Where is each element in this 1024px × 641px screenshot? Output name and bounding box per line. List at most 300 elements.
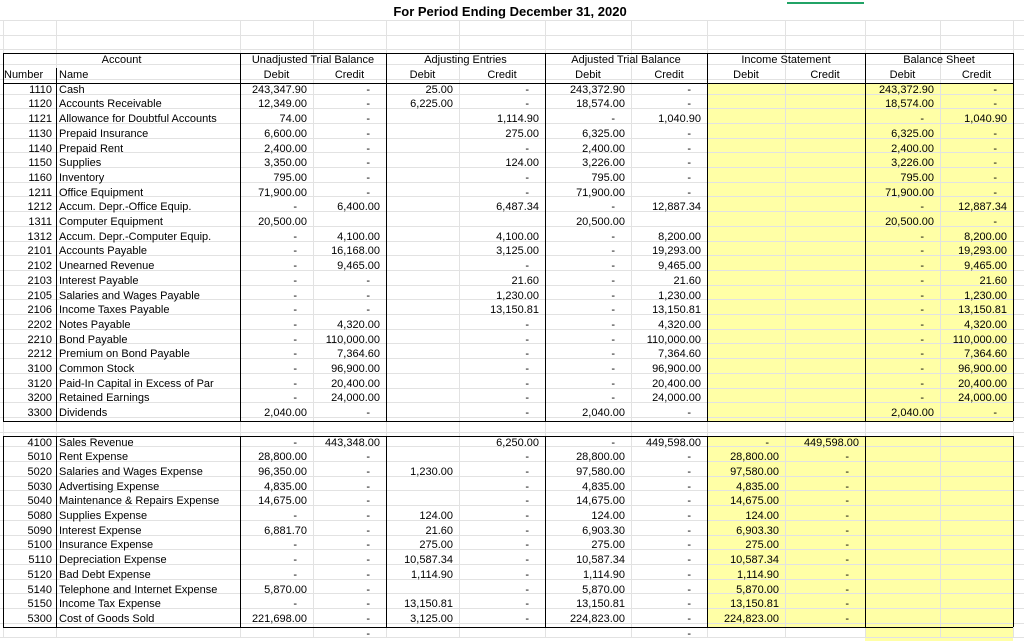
account-name[interactable]: Salaries and Wages Expense: [56, 465, 240, 480]
adjusting-debit[interactable]: 3,125.00: [386, 612, 459, 627]
income-statement-debit[interactable]: 1,114.90: [707, 568, 785, 583]
adjusted-credit[interactable]: 9,465.00: [631, 259, 707, 274]
unadjusted-debit[interactable]: 6,881.70: [240, 524, 313, 539]
account-number[interactable]: 5020: [3, 465, 56, 480]
balance-sheet-debit[interactable]: -: [865, 289, 940, 304]
adjusting-credit[interactable]: -: [459, 538, 545, 553]
adjusted-credit[interactable]: -: [631, 450, 707, 465]
adjusted-debit[interactable]: 4,835.00: [545, 480, 631, 495]
account-name[interactable]: Prepaid Rent: [56, 142, 240, 157]
account-name[interactable]: Income Taxes Payable: [56, 303, 240, 318]
account-name[interactable]: Inventory: [56, 171, 240, 186]
unadjusted-debit[interactable]: 243,347.90: [240, 83, 313, 98]
account-name[interactable]: Prepaid Insurance: [56, 127, 240, 142]
unadjusted-debit[interactable]: 5,870.00: [240, 583, 313, 598]
unadjusted-debit[interactable]: 96,350.00: [240, 465, 313, 480]
adjusted-debit[interactable]: 14,675.00: [545, 494, 631, 509]
unadjusted-debit[interactable]: 71,900.00: [240, 186, 313, 201]
adjusting-debit[interactable]: 10,587.34: [386, 553, 459, 568]
balance-sheet-debit[interactable]: -: [865, 318, 940, 333]
unadjusted-credit[interactable]: -: [313, 627, 386, 641]
account-number[interactable]: 5010: [3, 450, 56, 465]
adjusted-debit[interactable]: -: [545, 347, 631, 362]
adjusted-credit[interactable]: 4,320.00: [631, 318, 707, 333]
adjusting-debit[interactable]: 25.00: [386, 83, 459, 98]
balance-sheet-debit[interactable]: -: [865, 274, 940, 289]
unadjusted-credit[interactable]: 20,400.00: [313, 377, 386, 392]
account-name[interactable]: Interest Payable: [56, 274, 240, 289]
adjusted-debit[interactable]: -: [545, 362, 631, 377]
balance-sheet-credit[interactable]: -: [940, 215, 1013, 230]
account-number[interactable]: 5110: [3, 553, 56, 568]
adjusted-credit[interactable]: -: [631, 583, 707, 598]
unadjusted-credit[interactable]: -: [313, 568, 386, 583]
account-number[interactable]: 1120: [3, 97, 56, 112]
unadjusted-credit[interactable]: 6,400.00: [313, 200, 386, 215]
account-number[interactable]: 1312: [3, 230, 56, 245]
unadjusted-credit[interactable]: -: [313, 156, 386, 171]
balance-sheet-debit[interactable]: -: [865, 230, 940, 245]
adjusted-credit[interactable]: 96,900.00: [631, 362, 707, 377]
unadjusted-debit[interactable]: -: [240, 244, 313, 259]
account-number[interactable]: 3100: [3, 362, 56, 377]
adjusting-debit[interactable]: 13,150.81: [386, 597, 459, 612]
balance-sheet-credit[interactable]: -: [940, 406, 1013, 421]
income-statement-credit[interactable]: -: [785, 465, 865, 480]
adjusted-debit[interactable]: 795.00: [545, 171, 631, 186]
adjusting-credit[interactable]: -: [459, 553, 545, 568]
adjusting-credit[interactable]: -: [459, 524, 545, 539]
balance-sheet-credit[interactable]: -: [940, 156, 1013, 171]
adjusting-credit[interactable]: -: [459, 362, 545, 377]
adjusting-credit[interactable]: -: [459, 171, 545, 186]
unadjusted-debit[interactable]: -: [240, 230, 313, 245]
income-statement-debit[interactable]: 14,675.00: [707, 494, 785, 509]
unadjusted-debit[interactable]: -: [240, 289, 313, 304]
account-name[interactable]: Depreciation Expense: [56, 553, 240, 568]
adjusted-debit[interactable]: -: [545, 333, 631, 348]
unadjusted-credit[interactable]: -: [313, 289, 386, 304]
adjusted-debit[interactable]: 13,150.81: [545, 597, 631, 612]
adjusted-credit[interactable]: 8,200.00: [631, 230, 707, 245]
adjusted-credit[interactable]: 1,040.90: [631, 112, 707, 127]
balance-sheet-credit[interactable]: -: [940, 83, 1013, 98]
income-statement-debit[interactable]: 13,150.81: [707, 597, 785, 612]
unadjusted-debit[interactable]: 20,500.00: [240, 215, 313, 230]
adjusted-debit[interactable]: 124.00: [545, 509, 631, 524]
adjusted-debit[interactable]: 1,114.90: [545, 568, 631, 583]
adjusted-credit[interactable]: -: [631, 156, 707, 171]
unadjusted-debit[interactable]: -: [240, 303, 313, 318]
balance-sheet-debit[interactable]: -: [865, 362, 940, 377]
unadjusted-credit[interactable]: 7,364.60: [313, 347, 386, 362]
income-statement-debit[interactable]: 5,870.00: [707, 583, 785, 598]
income-statement-credit[interactable]: -: [785, 583, 865, 598]
adjusted-credit[interactable]: 1,230.00: [631, 289, 707, 304]
balance-sheet-credit[interactable]: 12,887.34: [940, 200, 1013, 215]
account-number[interactable]: 5080: [3, 509, 56, 524]
adjusted-debit[interactable]: 275.00: [545, 538, 631, 553]
unadjusted-credit[interactable]: -: [313, 465, 386, 480]
balance-sheet-debit[interactable]: -: [865, 259, 940, 274]
unadjusted-credit[interactable]: 4,100.00: [313, 230, 386, 245]
balance-sheet-credit[interactable]: -: [940, 171, 1013, 186]
balance-sheet-debit[interactable]: -: [865, 244, 940, 259]
unadjusted-credit[interactable]: -: [313, 583, 386, 598]
income-statement-credit[interactable]: -: [785, 553, 865, 568]
income-statement-credit[interactable]: -: [785, 568, 865, 583]
account-number[interactable]: 5120: [3, 568, 56, 583]
account-number[interactable]: 3300: [3, 406, 56, 421]
balance-sheet-debit[interactable]: 71,900.00: [865, 186, 940, 201]
income-statement-debit[interactable]: 10,587.34: [707, 553, 785, 568]
adjusted-credit[interactable]: 20,400.00: [631, 377, 707, 392]
balance-sheet-credit[interactable]: 24,000.00: [940, 391, 1013, 406]
unadjusted-debit[interactable]: 14,675.00: [240, 494, 313, 509]
unadjusted-debit[interactable]: 221,698.00: [240, 612, 313, 627]
adjusting-credit[interactable]: 4,100.00: [459, 230, 545, 245]
adjusted-credit[interactable]: 13,150.81: [631, 303, 707, 318]
unadjusted-debit[interactable]: -: [240, 347, 313, 362]
unadjusted-credit[interactable]: -: [313, 112, 386, 127]
unadjusted-credit[interactable]: -: [313, 142, 386, 157]
account-number[interactable]: 2210: [3, 333, 56, 348]
account-number[interactable]: 3200: [3, 391, 56, 406]
unadjusted-debit[interactable]: 4,835.00: [240, 480, 313, 495]
adjusted-credit[interactable]: 12,887.34: [631, 200, 707, 215]
adjusted-debit[interactable]: 6,325.00: [545, 127, 631, 142]
adjusting-credit[interactable]: -: [459, 465, 545, 480]
balance-sheet-credit[interactable]: 21.60: [940, 274, 1013, 289]
adjusting-credit[interactable]: 1,230.00: [459, 289, 545, 304]
adjusted-credit[interactable]: -: [631, 553, 707, 568]
income-statement-debit[interactable]: 124.00: [707, 509, 785, 524]
income-statement-debit[interactable]: 4,835.00: [707, 480, 785, 495]
account-number[interactable]: 1130: [3, 127, 56, 142]
adjusted-debit[interactable]: 71,900.00: [545, 186, 631, 201]
account-name[interactable]: Advertising Expense: [56, 480, 240, 495]
unadjusted-debit[interactable]: 2,040.00: [240, 406, 313, 421]
account-name[interactable]: Telephone and Internet Expense: [56, 583, 240, 598]
adjusted-credit[interactable]: -: [631, 142, 707, 157]
account-number[interactable]: 1311: [3, 215, 56, 230]
adjusting-credit[interactable]: -: [459, 186, 545, 201]
unadjusted-credit[interactable]: -: [313, 450, 386, 465]
adjusting-credit[interactable]: -: [459, 509, 545, 524]
income-statement-credit[interactable]: -: [785, 597, 865, 612]
adjusting-credit[interactable]: -: [459, 494, 545, 509]
adjusted-credit[interactable]: -: [631, 127, 707, 142]
unadjusted-debit[interactable]: -: [240, 509, 313, 524]
account-name[interactable]: Accounts Payable: [56, 244, 240, 259]
adjusting-credit[interactable]: -: [459, 597, 545, 612]
unadjusted-credit[interactable]: 443,348.00: [313, 436, 386, 451]
adjusted-debit[interactable]: -: [545, 318, 631, 333]
adjusted-debit[interactable]: 3,226.00: [545, 156, 631, 171]
adjusted-debit[interactable]: 6,903.30: [545, 524, 631, 539]
adjusted-credit[interactable]: 24,000.00: [631, 391, 707, 406]
account-number[interactable]: 3120: [3, 377, 56, 392]
balance-sheet-credit[interactable]: 13,150.81: [940, 303, 1013, 318]
unadjusted-debit[interactable]: -: [240, 200, 313, 215]
adjusted-debit[interactable]: -: [545, 289, 631, 304]
adjusting-credit[interactable]: 21.60: [459, 274, 545, 289]
adjusting-credit[interactable]: -: [459, 333, 545, 348]
adjusting-debit[interactable]: 6,225.00: [386, 97, 459, 112]
adjusted-debit[interactable]: -: [545, 200, 631, 215]
account-name[interactable]: Paid-In Capital in Excess of Par: [56, 377, 240, 392]
unadjusted-credit[interactable]: 110,000.00: [313, 333, 386, 348]
balance-sheet-credit[interactable]: 19,293.00: [940, 244, 1013, 259]
account-name[interactable]: Bad Debt Expense: [56, 568, 240, 583]
adjusted-debit[interactable]: 224,823.00: [545, 612, 631, 627]
adjusting-credit[interactable]: -: [459, 583, 545, 598]
account-name[interactable]: Unearned Revenue: [56, 259, 240, 274]
adjusting-credit[interactable]: -: [459, 142, 545, 157]
account-number[interactable]: 5040: [3, 494, 56, 509]
adjusted-debit[interactable]: -: [545, 391, 631, 406]
adjusted-credit[interactable]: -: [631, 494, 707, 509]
unadjusted-credit[interactable]: -: [313, 509, 386, 524]
income-statement-credit[interactable]: -: [785, 612, 865, 627]
balance-sheet-credit[interactable]: 110,000.00: [940, 333, 1013, 348]
adjusting-credit[interactable]: -: [459, 450, 545, 465]
account-number[interactable]: 2102: [3, 259, 56, 274]
account-name[interactable]: Retained Earnings: [56, 391, 240, 406]
balance-sheet-debit[interactable]: 6,325.00: [865, 127, 940, 142]
unadjusted-debit[interactable]: 3,350.00: [240, 156, 313, 171]
account-name[interactable]: Accum. Depr.-Computer Equip.: [56, 230, 240, 245]
unadjusted-debit[interactable]: 6,600.00: [240, 127, 313, 142]
unadjusted-credit[interactable]: -: [313, 186, 386, 201]
income-statement-debit[interactable]: 224,823.00: [707, 612, 785, 627]
unadjusted-credit[interactable]: 96,900.00: [313, 362, 386, 377]
balance-sheet-debit[interactable]: 243,372.90: [865, 83, 940, 98]
unadjusted-debit[interactable]: 12,349.00: [240, 97, 313, 112]
adjusted-credit[interactable]: -: [631, 568, 707, 583]
adjusted-debit[interactable]: -: [545, 303, 631, 318]
balance-sheet-credit[interactable]: 96,900.00: [940, 362, 1013, 377]
account-number[interactable]: 2212: [3, 347, 56, 362]
balance-sheet-debit[interactable]: -: [865, 347, 940, 362]
unadjusted-debit[interactable]: 2,400.00: [240, 142, 313, 157]
unadjusted-credit[interactable]: -: [313, 612, 386, 627]
account-number[interactable]: 1211: [3, 186, 56, 201]
account-number[interactable]: 2101: [3, 244, 56, 259]
unadjusted-debit[interactable]: -: [240, 377, 313, 392]
account-number[interactable]: 4100: [3, 436, 56, 451]
adjusted-credit[interactable]: -: [631, 465, 707, 480]
unadjusted-credit[interactable]: -: [313, 171, 386, 186]
income-statement-debit[interactable]: 28,800.00: [707, 450, 785, 465]
income-statement-credit[interactable]: -: [785, 524, 865, 539]
account-name[interactable]: Maintenance & Repairs Expense: [56, 494, 240, 509]
unadjusted-credit[interactable]: -: [313, 97, 386, 112]
account-number[interactable]: 1110: [3, 83, 56, 98]
unadjusted-debit[interactable]: -: [240, 391, 313, 406]
account-name[interactable]: Bond Payable: [56, 333, 240, 348]
adjusted-debit[interactable]: -: [545, 230, 631, 245]
adjusting-credit[interactable]: -: [459, 391, 545, 406]
account-number[interactable]: 5140: [3, 583, 56, 598]
adjusting-credit[interactable]: -: [459, 259, 545, 274]
account-number[interactable]: 2106: [3, 303, 56, 318]
balance-sheet-credit[interactable]: 8,200.00: [940, 230, 1013, 245]
adjusted-debit[interactable]: 18,574.00: [545, 97, 631, 112]
unadjusted-credit[interactable]: -: [313, 597, 386, 612]
adjusted-credit[interactable]: -: [631, 612, 707, 627]
account-number[interactable]: 5100: [3, 538, 56, 553]
adjusting-credit[interactable]: 13,150.81: [459, 303, 545, 318]
adjusting-debit[interactable]: 1,114.90: [386, 568, 459, 583]
adjusting-credit[interactable]: -: [459, 83, 545, 98]
balance-sheet-credit[interactable]: -: [940, 186, 1013, 201]
income-statement-credit[interactable]: 449,598.00: [785, 436, 865, 451]
account-number[interactable]: 1140: [3, 142, 56, 157]
account-number[interactable]: 2105: [3, 289, 56, 304]
income-statement-credit[interactable]: -: [785, 480, 865, 495]
account-name[interactable]: Accum. Depr.-Office Equip.: [56, 200, 240, 215]
unadjusted-debit[interactable]: -: [240, 333, 313, 348]
adjusted-credit[interactable]: 7,364.60: [631, 347, 707, 362]
unadjusted-debit[interactable]: 28,800.00: [240, 450, 313, 465]
balance-sheet-credit[interactable]: 1,040.90: [940, 112, 1013, 127]
adjusted-debit[interactable]: 10,587.34: [545, 553, 631, 568]
adjusting-credit[interactable]: -: [459, 347, 545, 362]
adjusting-credit[interactable]: 275.00: [459, 127, 545, 142]
adjusted-debit[interactable]: 20,500.00: [545, 215, 631, 230]
balance-sheet-debit[interactable]: 3,226.00: [865, 156, 940, 171]
adjusting-credit[interactable]: -: [459, 97, 545, 112]
unadjusted-credit[interactable]: -: [313, 538, 386, 553]
unadjusted-debit[interactable]: -: [240, 362, 313, 377]
unadjusted-credit[interactable]: -: [313, 83, 386, 98]
account-name[interactable]: Common Stock: [56, 362, 240, 377]
adjusted-debit[interactable]: 2,400.00: [545, 142, 631, 157]
unadjusted-debit[interactable]: -: [240, 274, 313, 289]
adjusted-debit[interactable]: -: [545, 274, 631, 289]
unadjusted-debit[interactable]: -: [240, 259, 313, 274]
adjusting-credit[interactable]: 124.00: [459, 156, 545, 171]
adjusting-credit[interactable]: -: [459, 568, 545, 583]
adjusted-credit[interactable]: -: [631, 83, 707, 98]
adjusting-credit[interactable]: 3,125.00: [459, 244, 545, 259]
unadjusted-credit[interactable]: -: [313, 274, 386, 289]
unadjusted-debit[interactable]: -: [240, 597, 313, 612]
unadjusted-credit[interactable]: -: [313, 524, 386, 539]
account-name[interactable]: Supplies Expense: [56, 509, 240, 524]
account-name[interactable]: Premium on Bond Payable: [56, 347, 240, 362]
balance-sheet-debit[interactable]: -: [865, 112, 940, 127]
unadjusted-credit[interactable]: 9,465.00: [313, 259, 386, 274]
adjusted-debit[interactable]: 243,372.90: [545, 83, 631, 98]
adjusted-debit[interactable]: -: [545, 244, 631, 259]
account-name[interactable]: Income Tax Expense: [56, 597, 240, 612]
adjusting-credit[interactable]: -: [459, 377, 545, 392]
unadjusted-debit[interactable]: -: [240, 538, 313, 553]
adjusting-credit[interactable]: -: [459, 406, 545, 421]
account-number[interactable]: 1160: [3, 171, 56, 186]
adjusted-credit[interactable]: -: [631, 597, 707, 612]
adjusted-credit[interactable]: -: [631, 627, 707, 641]
adjusting-debit[interactable]: 275.00: [386, 538, 459, 553]
unadjusted-debit[interactable]: -: [240, 318, 313, 333]
income-statement-debit[interactable]: 275.00: [707, 538, 785, 553]
adjusted-credit[interactable]: -: [631, 186, 707, 201]
adjusted-credit[interactable]: 449,598.00: [631, 436, 707, 451]
adjusting-credit[interactable]: -: [459, 318, 545, 333]
balance-sheet-credit[interactable]: -: [940, 97, 1013, 112]
balance-sheet-credit[interactable]: 20,400.00: [940, 377, 1013, 392]
adjusted-debit[interactable]: -: [545, 377, 631, 392]
account-name[interactable]: Allowance for Doubtful Accounts: [56, 112, 240, 127]
adjusted-credit[interactable]: -: [631, 97, 707, 112]
balance-sheet-debit[interactable]: -: [865, 377, 940, 392]
income-statement-credit[interactable]: -: [785, 494, 865, 509]
unadjusted-debit[interactable]: 795.00: [240, 171, 313, 186]
adjusting-credit[interactable]: 6,487.34: [459, 200, 545, 215]
account-number[interactable]: 5150: [3, 597, 56, 612]
unadjusted-debit[interactable]: -: [240, 568, 313, 583]
unadjusted-credit[interactable]: -: [313, 127, 386, 142]
adjusted-credit[interactable]: 19,293.00: [631, 244, 707, 259]
balance-sheet-debit[interactable]: -: [865, 200, 940, 215]
adjusted-debit[interactable]: -: [545, 259, 631, 274]
unadjusted-credit[interactable]: -: [313, 303, 386, 318]
adjusted-credit[interactable]: -: [631, 480, 707, 495]
adjusting-credit[interactable]: -: [459, 612, 545, 627]
balance-sheet-credit[interactable]: 9,465.00: [940, 259, 1013, 274]
account-name[interactable]: Accounts Receivable: [56, 97, 240, 112]
account-number[interactable]: 1121: [3, 112, 56, 127]
unadjusted-credit[interactable]: 16,168.00: [313, 244, 386, 259]
unadjusted-credit[interactable]: -: [313, 553, 386, 568]
adjusted-credit[interactable]: -: [631, 509, 707, 524]
unadjusted-credit[interactable]: -: [313, 406, 386, 421]
account-number[interactable]: 5090: [3, 524, 56, 539]
balance-sheet-credit[interactable]: 4,320.00: [940, 318, 1013, 333]
adjusted-credit[interactable]: -: [631, 171, 707, 186]
adjusting-debit[interactable]: 21.60: [386, 524, 459, 539]
unadjusted-debit[interactable]: 74.00: [240, 112, 313, 127]
balance-sheet-credit[interactable]: -: [940, 127, 1013, 142]
account-number[interactable]: 1150: [3, 156, 56, 171]
unadjusted-credit[interactable]: -: [313, 480, 386, 495]
unadjusted-credit[interactable]: 24,000.00: [313, 391, 386, 406]
adjusting-credit[interactable]: 1,114.90: [459, 112, 545, 127]
account-number[interactable]: 2202: [3, 318, 56, 333]
adjusted-debit[interactable]: 2,040.00: [545, 406, 631, 421]
adjusted-debit[interactable]: 97,580.00: [545, 465, 631, 480]
balance-sheet-debit[interactable]: -: [865, 333, 940, 348]
income-statement-debit[interactable]: 6,903.30: [707, 524, 785, 539]
income-statement-debit[interactable]: -: [707, 436, 785, 451]
balance-sheet-debit[interactable]: 2,400.00: [865, 142, 940, 157]
adjusted-debit[interactable]: -: [545, 112, 631, 127]
balance-sheet-credit[interactable]: -: [940, 142, 1013, 157]
unadjusted-debit[interactable]: -: [240, 436, 313, 451]
account-name[interactable]: Notes Payable: [56, 318, 240, 333]
income-statement-credit[interactable]: -: [785, 509, 865, 524]
balance-sheet-credit[interactable]: 1,230.00: [940, 289, 1013, 304]
adjusted-credit[interactable]: 21.60: [631, 274, 707, 289]
balance-sheet-debit[interactable]: -: [865, 391, 940, 406]
income-statement-credit[interactable]: -: [785, 538, 865, 553]
adjusted-credit[interactable]: 110,000.00: [631, 333, 707, 348]
account-name[interactable]: Office Equipment: [56, 186, 240, 201]
account-number[interactable]: 5030: [3, 480, 56, 495]
unadjusted-credit[interactable]: 4,320.00: [313, 318, 386, 333]
